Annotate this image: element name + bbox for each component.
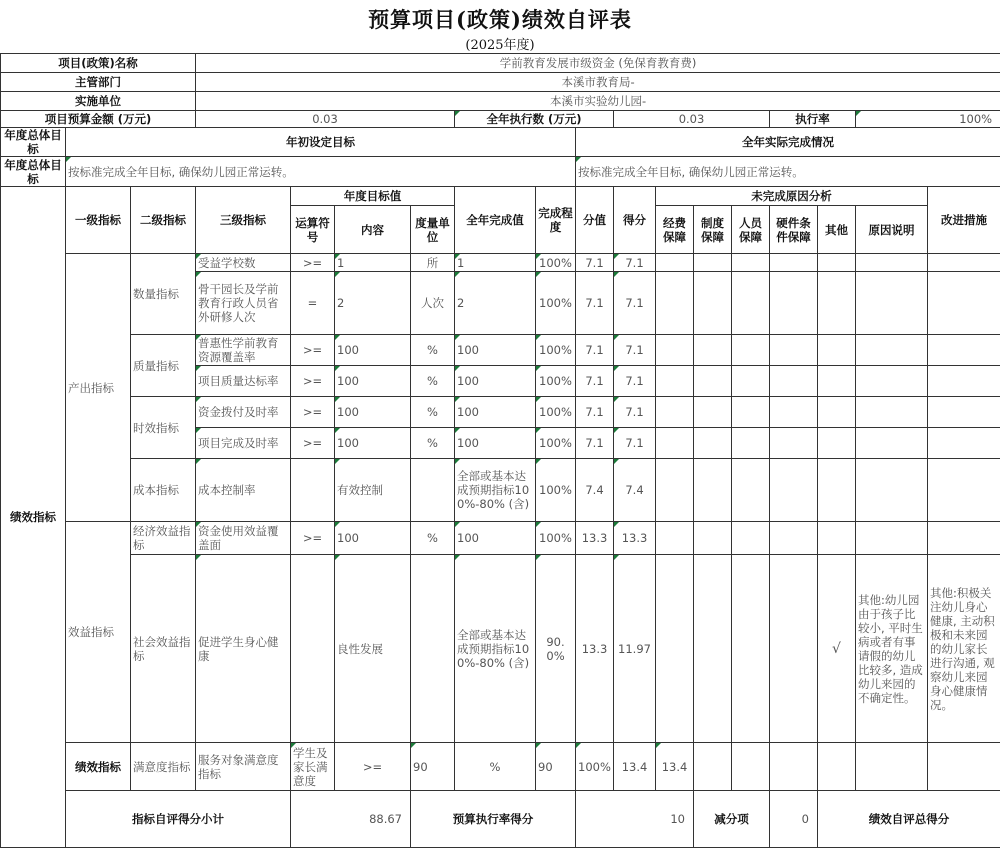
row-goal-content xyxy=(1,157,1000,187)
deduct-value: 0 xyxy=(770,791,818,848)
indicator-name: 学生及家长满意度 xyxy=(291,743,335,791)
group-satisfaction: 满意度指标 xyxy=(131,743,196,791)
group-social: 社会效益指标 xyxy=(131,555,196,743)
indicator-content: 1 xyxy=(335,254,411,272)
indicator-completed: 1 xyxy=(455,254,536,272)
group-quality: 质量指标 xyxy=(131,335,196,397)
indicator-completed: 全部或基本达成预期指标100%-80% (含) xyxy=(455,555,536,743)
indicator-name: 成本控制率 xyxy=(196,459,291,522)
table-row xyxy=(1,397,1000,428)
indicator-op xyxy=(291,459,335,522)
row-project-name xyxy=(1,54,1000,73)
group-quantity: 数量指标 xyxy=(131,254,196,335)
evaluation-table xyxy=(0,53,1000,848)
exec-value: 0.03 xyxy=(614,111,770,128)
page-subtitle: (2025年度) xyxy=(0,34,1000,53)
indicator-name: 项目完成及时率 xyxy=(196,428,291,459)
indicator-op: >= xyxy=(291,366,335,397)
reason-text: 其他:幼儿园由于孩子比较小, 平时生病或者有事请假的幼儿比较多, 造成幼儿来园的不确定性。 xyxy=(856,555,928,743)
deduct-label: 减分项 xyxy=(694,791,770,848)
indicator-degree: 100% xyxy=(576,743,614,791)
header-annual-target: 年度目标值 xyxy=(291,187,455,206)
page-title: 预算项目(政策)绩效自评表 xyxy=(0,4,1000,34)
other-checkmark: √ xyxy=(818,555,856,743)
indicator-got: 7.1 xyxy=(614,366,656,397)
indicator-unit: % xyxy=(411,522,455,555)
indicator-op: = xyxy=(291,272,335,335)
indicator-name: 项目质量达标率 xyxy=(196,366,291,397)
row-goal-header xyxy=(1,128,1000,157)
indicator-name: 资金拨付及时率 xyxy=(196,397,291,428)
indicator-unit: % xyxy=(455,743,536,791)
indicator-completed: 100 xyxy=(455,335,536,366)
table-row xyxy=(1,555,1000,743)
indicator-degree: 90.0% xyxy=(536,555,576,743)
indicator-unit: % xyxy=(411,397,455,428)
indicator-completed: 全部或基本达成预期指标100%-80% (含) xyxy=(455,459,536,522)
indicator-content: 有效控制 xyxy=(335,459,411,522)
indicator-unit: % xyxy=(411,335,455,366)
indicator-name: 普惠性学前教育资源覆盖率 xyxy=(196,335,291,366)
indicator-content: 100 xyxy=(335,428,411,459)
group-economic: 经济效益指标 xyxy=(131,522,196,555)
indicator-completed: 100 xyxy=(455,522,536,555)
indicator-unit xyxy=(411,459,455,522)
indicator-content: 100 xyxy=(335,366,411,397)
indicator-score: 7.1 xyxy=(576,272,614,335)
project-name-value: 学前教育发展市级资金 (免保育教育费) xyxy=(196,54,1000,73)
indicator-score: 7.1 xyxy=(576,366,614,397)
indicator-got: 7.4 xyxy=(614,459,656,522)
indicator-completed: 90 xyxy=(536,743,576,791)
header-improve: 改进措施 xyxy=(928,187,1000,254)
indicator-score: 7.1 xyxy=(576,428,614,459)
indicator-content: 良性发展 xyxy=(335,555,411,743)
goal-actual-header: 全年实际完成情况 xyxy=(576,128,1000,157)
rate-label: 执行率 xyxy=(770,111,856,128)
indicator-content: 90 xyxy=(411,743,455,791)
row-budget xyxy=(1,111,1000,128)
goal-actual: 按标准完成全年目标, 确保幼儿园正常运转。 xyxy=(576,157,1000,187)
budget-value: 0.03 xyxy=(196,111,455,128)
indicator-unit: % xyxy=(411,428,455,459)
indicator-op: >= xyxy=(335,743,411,791)
goal-label-2: 年度总体目标 xyxy=(1,157,66,187)
header-got: 得分 xyxy=(614,187,656,254)
row-header-1 xyxy=(1,187,1000,206)
header-content: 内容 xyxy=(335,206,411,254)
perf-indicators-label: 绩效指标 xyxy=(1,187,66,848)
goal-initial-header: 年初设定目标 xyxy=(66,128,576,157)
table-row xyxy=(1,335,1000,366)
group-service: 服务对象满意度指标 xyxy=(196,743,291,791)
impl-value: 本溪市实验幼儿园- xyxy=(196,92,1000,111)
header-other: 其他 xyxy=(818,206,856,254)
indicator-score: 7.1 xyxy=(576,397,614,428)
indicator-degree: 100% xyxy=(536,397,576,428)
row-dept xyxy=(1,73,1000,92)
indicator-got: 7.1 xyxy=(614,335,656,366)
indicator-degree: 100% xyxy=(536,254,576,272)
indicator-op: >= xyxy=(291,428,335,459)
header-degree: 完成程度 xyxy=(536,187,576,254)
header-completed: 全年完成值 xyxy=(455,187,536,254)
indicator-got: 13.4 xyxy=(656,743,694,791)
indicator-completed: 2 xyxy=(455,272,536,335)
indicator-completed: 100 xyxy=(455,397,536,428)
indicator-degree: 100% xyxy=(536,522,576,555)
indicator-unit: 人次 xyxy=(411,272,455,335)
group-timeliness: 时效指标 xyxy=(131,397,196,459)
indicator-unit: 所 xyxy=(411,254,455,272)
subtotal-value: 88.67 xyxy=(291,791,411,848)
project-name-label: 项目(政策)名称 xyxy=(1,54,196,73)
impl-label: 实施单位 xyxy=(1,92,196,111)
table-row xyxy=(1,459,1000,522)
indicator-content: 100 xyxy=(335,522,411,555)
indicator-score: 13.4 xyxy=(614,743,656,791)
table-row xyxy=(1,522,1000,555)
indicator-op: >= xyxy=(291,522,335,555)
goal-initial: 按标准完成全年目标, 确保幼儿园正常运转。 xyxy=(66,157,576,187)
indicator-content: 100 xyxy=(335,397,411,428)
dept-label: 主管部门 xyxy=(1,73,196,92)
dept-value: 本溪市教育局- xyxy=(196,73,1000,92)
group-output: 产出指标 xyxy=(66,254,131,522)
row-impl xyxy=(1,92,1000,111)
indicator-got: 7.1 xyxy=(614,254,656,272)
indicator-content: 100 xyxy=(335,335,411,366)
indicator-unit: % xyxy=(411,366,455,397)
exec-label: 全年执行数 (万元) xyxy=(455,111,614,128)
indicator-degree: 100% xyxy=(536,459,576,522)
indicator-op xyxy=(291,555,335,743)
total-label: 绩效自评总得分 xyxy=(818,791,1000,848)
indicator-completed: 100 xyxy=(455,366,536,397)
indicator-name: 促进学生身心健康 xyxy=(196,555,291,743)
header-score: 分值 xyxy=(576,187,614,254)
indicator-got: 7.1 xyxy=(614,397,656,428)
indicator-got: 7.1 xyxy=(614,272,656,335)
indicator-degree: 100% xyxy=(536,428,576,459)
indicator-score: 7.1 xyxy=(576,254,614,272)
indicator-op: >= xyxy=(291,254,335,272)
budget-label: 项目预算金额 (万元) xyxy=(1,111,196,128)
indicator-content: 2 xyxy=(335,272,411,335)
group-benefit: 效益指标 xyxy=(66,522,131,743)
indicator-degree: 100% xyxy=(536,272,576,335)
table-row xyxy=(1,743,1000,791)
indicator-completed: 100 xyxy=(455,428,536,459)
indicator-got: 7.1 xyxy=(614,428,656,459)
indicator-score: 13.3 xyxy=(576,555,614,743)
header-operator: 运算符号 xyxy=(291,206,335,254)
indicator-got: 11.97 xyxy=(614,555,656,743)
header-unit: 度量单位 xyxy=(411,206,455,254)
subtotal-label: 指标自评得分小计 xyxy=(66,791,291,848)
indicator-unit xyxy=(411,555,455,743)
header-reason: 原因说明 xyxy=(856,206,928,254)
indicator-op: >= xyxy=(291,397,335,428)
header-hardware: 硬件条件保障 xyxy=(770,206,818,254)
indicator-name: 受益学校数 xyxy=(196,254,291,272)
indicator-got: 13.3 xyxy=(614,522,656,555)
header-funding: 经费保障 xyxy=(656,206,694,254)
header-level1: 一级指标 xyxy=(66,187,131,254)
header-level2: 二级指标 xyxy=(131,187,196,254)
header-system: 制度保障 xyxy=(694,206,732,254)
header-level3: 三级指标 xyxy=(196,187,291,254)
rate-value: 100% xyxy=(856,111,1000,128)
indicator-name: 骨干园长及学前教育行政人员省外研修人次 xyxy=(196,272,291,335)
header-staff: 人员保障 xyxy=(732,206,770,254)
indicator-score: 13.3 xyxy=(576,522,614,555)
rate-score-label: 预算执行率得分 xyxy=(411,791,576,848)
indicator-score: 7.4 xyxy=(576,459,614,522)
row-footer xyxy=(1,791,1000,848)
perf-indicators-label-2: 绩效指标 xyxy=(66,743,131,791)
indicator-name: 资金使用效益覆盖面 xyxy=(196,522,291,555)
table-row xyxy=(1,254,1000,272)
rate-score-value: 10 xyxy=(576,791,694,848)
indicator-op: >= xyxy=(291,335,335,366)
improve-text: 其他:积极关注幼儿身心健康, 主动积极和未来园的幼儿家长进行沟通, 观察幼儿来园身心健康情况。 xyxy=(928,555,1000,743)
header-analysis: 未完成原因分析 xyxy=(656,187,928,206)
group-cost: 成本指标 xyxy=(131,459,196,522)
goal-label: 年度总体目标 xyxy=(1,128,66,157)
indicator-degree: 100% xyxy=(536,366,576,397)
indicator-score: 7.1 xyxy=(576,335,614,366)
indicator-degree: 100% xyxy=(536,335,576,366)
